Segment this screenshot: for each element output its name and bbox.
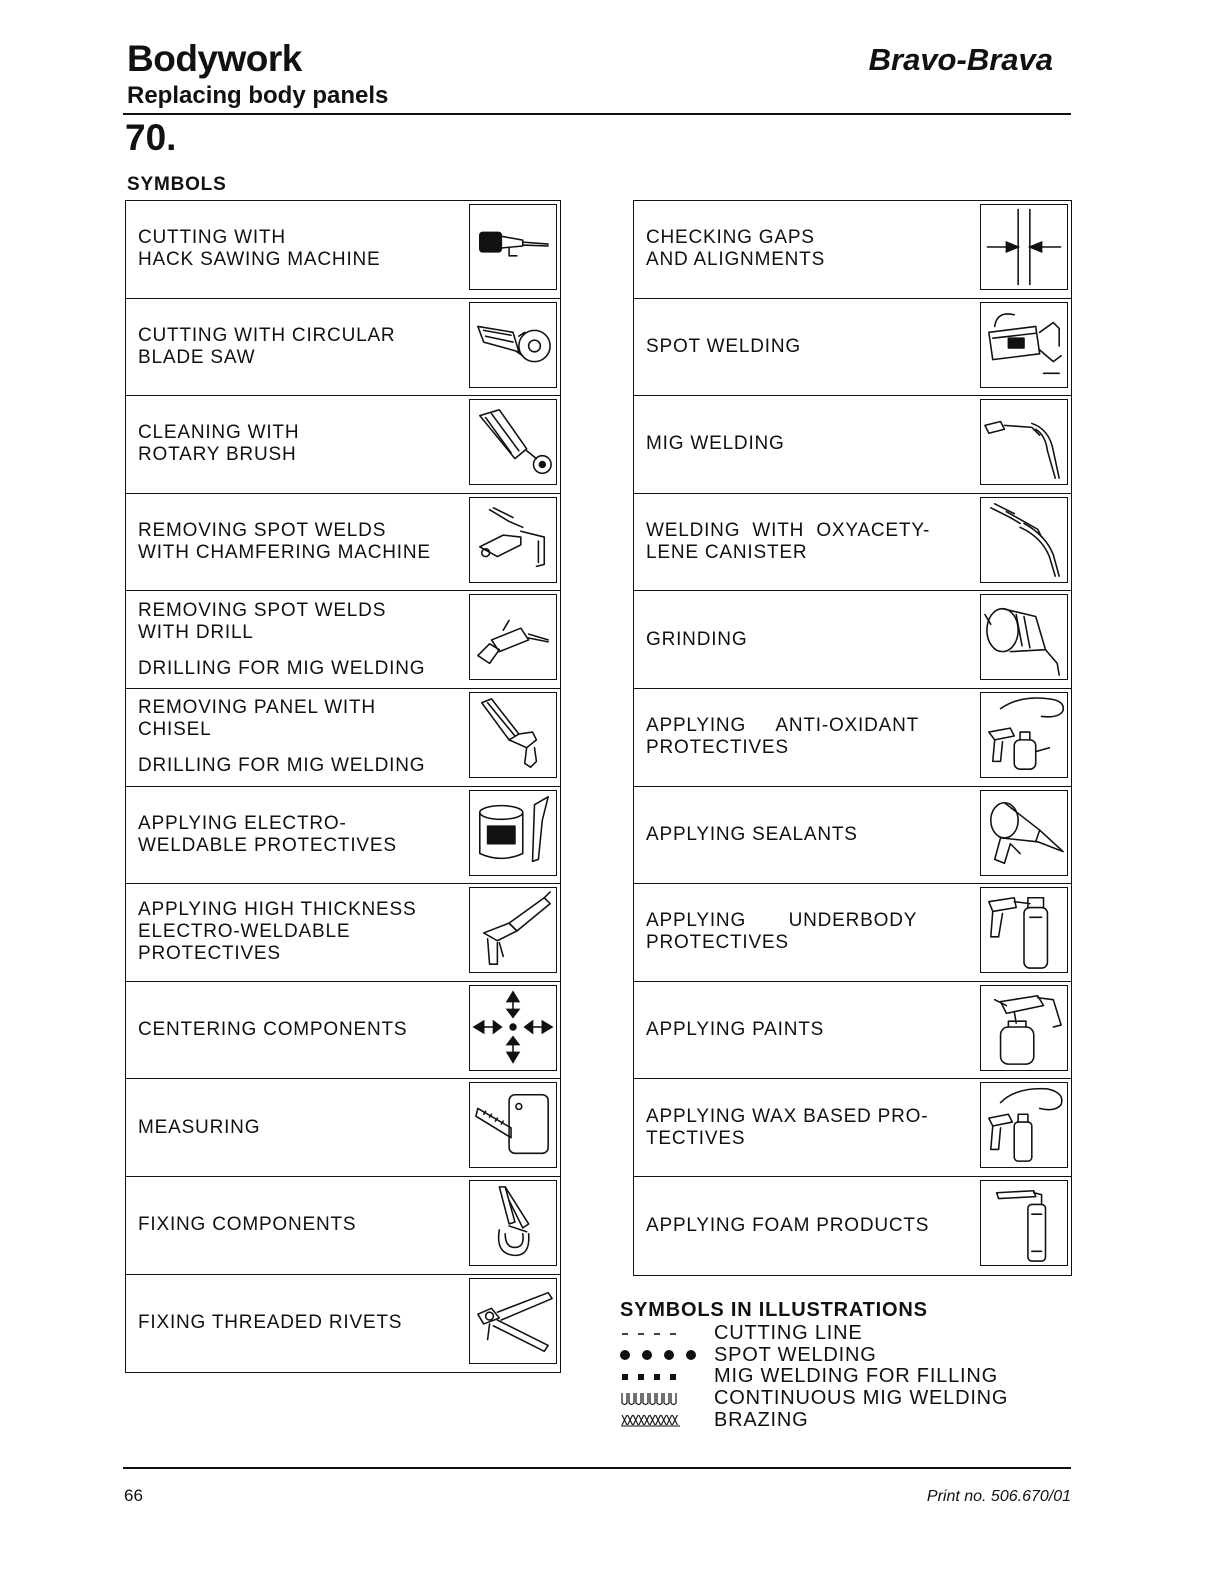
symbol-description: [138, 689, 460, 786]
circular-saw-icon: [469, 302, 557, 388]
symbol-label-line: WITH CHAMFERING MACHINE: [138, 542, 431, 564]
symbol-description: [138, 396, 460, 493]
symbol-row: [126, 396, 560, 494]
illustration-symbol-label: CUTTING LINE: [714, 1322, 863, 1345]
spray-can-hose-icon: [980, 692, 1068, 778]
paint-spray-gun-icon: [980, 985, 1068, 1071]
illustration-symbol-label: SPOT WELDING: [714, 1343, 877, 1366]
symbol-description: [138, 884, 460, 981]
symbols-heading: SYMBOLS: [127, 174, 227, 195]
drill-icon: [469, 594, 557, 680]
mig-torch-icon: [980, 399, 1068, 485]
footer-rule: [123, 1467, 1071, 1469]
oxyacetylene-torch-icon: [980, 497, 1068, 583]
symbol-note: DRILLING FOR MIG WELDING: [138, 657, 426, 679]
symbol-label-line: APPLYING HIGH THICKNESS: [138, 899, 417, 921]
section-number: 70.: [125, 117, 177, 158]
symbol-description: [138, 1275, 460, 1373]
clamp-icon: [469, 1180, 557, 1266]
symbol-description: [646, 689, 971, 786]
symbol-label-line: CENTERING COMPONENTS: [138, 1019, 408, 1041]
symbol-label-line: CUTTING WITH: [138, 227, 286, 249]
symbol-row: [126, 591, 560, 689]
symbol-label-line: CUTTING WITH CIRCULAR: [138, 324, 396, 346]
dashed-line-symbol: [618, 1328, 714, 1340]
symbol-label-line: TECTIVES: [646, 1127, 746, 1149]
symbol-label-line: APPLYING FOAM PRODUCTS: [646, 1214, 930, 1236]
rotary-brush-icon: [469, 399, 557, 485]
left-symbols-table: [125, 200, 561, 1373]
symbol-label-line: APPLYING ELECTRO-: [138, 812, 347, 834]
symbol-label-line: GRINDING: [646, 628, 748, 650]
symbol-label-line: BLADE SAW: [138, 346, 256, 368]
symbol-description: [138, 787, 460, 884]
caulking-gun-icon: [469, 887, 557, 973]
underbody-spray-gun-icon: [980, 887, 1068, 973]
symbol-label-line: REMOVING SPOT WELDS: [138, 599, 387, 621]
symbol-description: [646, 982, 971, 1079]
symbol-label-line: SPOT WELDING: [646, 335, 801, 357]
symbol-label-line: REMOVING SPOT WELDS: [138, 520, 387, 542]
symbol-row: [126, 1275, 560, 1373]
illustration-symbol-item: [618, 1323, 1078, 1345]
symbol-label-line: REMOVING PANEL WITH: [138, 697, 376, 719]
symbol-description: [646, 1079, 971, 1176]
symbol-description: [138, 591, 460, 688]
symbol-label-line: CHISEL: [138, 719, 212, 741]
symbol-row: [126, 787, 560, 885]
symbol-description: [646, 884, 971, 981]
symbol-row: [634, 494, 1071, 592]
symbol-row: [634, 1177, 1071, 1275]
rivet-tool-icon: [469, 1278, 557, 1364]
large-dots-symbol: [618, 1348, 714, 1362]
symbol-description: [646, 787, 971, 884]
symbol-description: [138, 1177, 460, 1274]
symbol-description: [138, 299, 460, 396]
centering-arrows-icon: [469, 985, 557, 1071]
symbol-label-line: AND ALIGNMENTS: [646, 249, 826, 271]
symbol-label-line: APPLYING SEALANTS: [646, 823, 858, 845]
symbol-label-line: APPLYING PAINTS: [646, 1019, 825, 1041]
symbol-label-line: WELDABLE PROTECTIVES: [138, 834, 397, 856]
symbol-description: [646, 494, 971, 591]
symbol-row: [126, 689, 560, 787]
illustration-symbol-label: BRAZING: [714, 1408, 809, 1431]
chisel-icon: [469, 692, 557, 778]
illustration-symbol-item: [618, 1409, 1078, 1431]
symbol-row: [634, 787, 1071, 885]
chamfering-machine-icon: [469, 497, 557, 583]
wax-spray-gun-icon: [980, 1082, 1068, 1168]
gap-check-icon: [980, 204, 1068, 290]
symbol-description: [138, 201, 460, 298]
header-rule: [123, 113, 1071, 115]
symbol-description: [646, 1177, 971, 1275]
symbol-label-line: CLEANING WITH: [138, 422, 300, 444]
symbol-note: DRILLING FOR MIG WELDING: [138, 755, 426, 777]
symbol-label-line: APPLYING WAX BASED PRO-: [646, 1105, 929, 1127]
symbol-label-line: ROTARY BRUSH: [138, 444, 297, 466]
symbol-label-line: WITH DRILL: [138, 621, 254, 643]
tape-measure-icon: [469, 1082, 557, 1168]
cross-hatch-symbol: [618, 1412, 714, 1428]
symbol-label-line: PROTECTIVES: [138, 943, 281, 965]
right-symbols-table: [633, 200, 1072, 1276]
symbol-label-line: PROTECTIVES: [646, 737, 789, 759]
symbol-label-line: ELECTRO-WELDABLE: [138, 921, 351, 943]
symbol-label-line: FIXING THREADED RIVETS: [138, 1312, 403, 1334]
foam-canister-icon: [980, 1180, 1068, 1266]
symbol-label-line: APPLYING ANTI-OXIDANT: [646, 715, 920, 737]
symbol-row: [126, 982, 560, 1080]
symbol-label-line: MEASURING: [138, 1116, 261, 1138]
symbol-row: [126, 299, 560, 397]
symbol-description: [138, 494, 460, 591]
symbol-label-line: APPLYING UNDERBODY: [646, 910, 918, 932]
illustration-symbol-label: MIG WELDING FOR FILLING: [714, 1365, 998, 1388]
symbol-row: [634, 201, 1071, 299]
symbol-row: [634, 1079, 1071, 1177]
illustration-symbol-label: CONTINUOUS MIG WELDING: [714, 1387, 1009, 1410]
symbol-label-line: CHECKING GAPS: [646, 227, 815, 249]
spot-welder-icon: [980, 302, 1068, 388]
symbol-label-line: MIG WELDING: [646, 433, 785, 455]
symbol-description: [138, 1079, 460, 1176]
symbol-row: [634, 689, 1071, 787]
illustration-symbols-list: [618, 1323, 1078, 1431]
symbol-row: [126, 201, 560, 299]
symbol-row: [634, 299, 1071, 397]
symbol-description: [646, 396, 971, 493]
symbol-label-line: PROTECTIVES: [646, 932, 789, 954]
print-number: Print no. 506.670/01: [926, 1488, 1071, 1505]
grinder-icon: [980, 594, 1068, 680]
section-title: Bodywork: [127, 38, 302, 79]
symbol-row: [126, 1079, 560, 1177]
symbol-description: [646, 201, 971, 298]
symbol-row: [126, 884, 560, 982]
symbol-row: [634, 591, 1071, 689]
section-subtitle: Replacing body panels: [127, 82, 389, 109]
symbol-row: [634, 884, 1071, 982]
symbol-row: [634, 396, 1071, 494]
illustration-symbol-item: [618, 1366, 1078, 1388]
symbol-row: [126, 494, 560, 592]
symbol-description: [138, 982, 460, 1079]
symbol-description: [646, 591, 971, 688]
symbol-label-line: HACK SAWING MACHINE: [138, 249, 381, 271]
illustration-symbol-item: [618, 1388, 1078, 1410]
illustration-symbols-heading: SYMBOLS IN ILLUSTRATIONS: [620, 1299, 928, 1321]
paint-tin-brush-icon: [469, 790, 557, 876]
page-number: 66: [124, 1486, 143, 1505]
small-squares-symbol: [618, 1371, 714, 1383]
symbol-label-line: FIXING COMPONENTS: [138, 1214, 357, 1236]
sealant-gun-icon: [980, 790, 1068, 876]
model-name: Bravo-Brava: [868, 42, 1053, 77]
symbol-row: [126, 1177, 560, 1275]
symbol-description: [646, 299, 971, 396]
wave-line-symbol: [618, 1391, 714, 1407]
illustration-symbol-item: [618, 1345, 1078, 1367]
symbol-label-line: LENE CANISTER: [646, 542, 808, 564]
hack-saw-icon: [469, 204, 557, 290]
symbol-row: [634, 982, 1071, 1080]
symbol-label-line: WELDING WITH OXYACETY-: [646, 520, 931, 542]
